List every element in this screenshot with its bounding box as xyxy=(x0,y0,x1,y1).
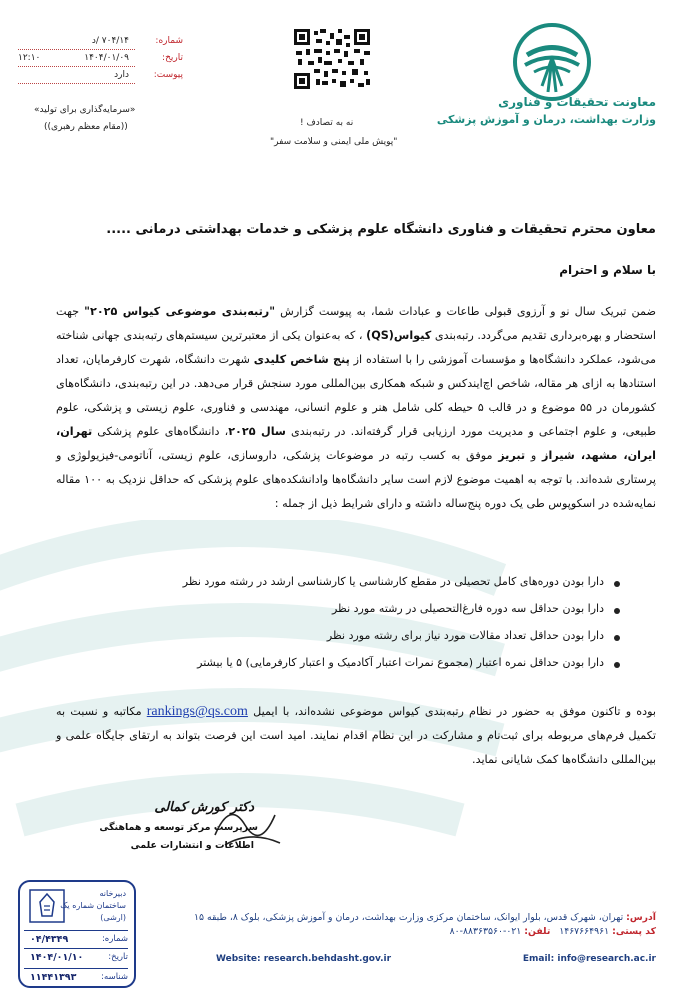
list-item: دارا بودن حداقل سه دوره فارغ‌التحصیلی در رشته مورد نظر xyxy=(80,602,620,629)
campaign-motto-title: نه به تصادف ! xyxy=(300,118,354,128)
dotted-line xyxy=(18,66,135,67)
dotted-line xyxy=(18,83,135,84)
ministry-name: وزارت بهداشت، درمان و آموزش پزشکی xyxy=(436,113,656,126)
date-label: تاریخ: xyxy=(162,53,183,63)
meta-attachment-row xyxy=(18,70,183,87)
signatory-department: اطلاعات و انتشارات علمی xyxy=(130,840,254,851)
stamp-date: ۱۴۰۴/۰۱/۱۰ xyxy=(30,952,84,963)
campaign-motto: "پویش ملی ایمنی و سلامت سفر" xyxy=(270,137,398,147)
ministry-logo-icon xyxy=(512,22,592,102)
qr-code-icon xyxy=(292,27,372,91)
body-paragraph-1: ضمن تبریک سال نو و آرزوی قبولی طاعات و عبادات شما، به پیوست گزارش "رتبه‌بندی موضوعی کیواس ۲۰۲۵" جهت استحضار و بهره‌برداری تقدیم می‌گردد. رتبه‌بندی کیواس(QS) ، که به‌عنوان یکی از معتبرترین سیستم‌های رتبه‌بندی جهانی شناخته می‌شود، عملکرد دانشگاه‌ها و مؤسسات آموزشی را با استفاده از پنج شاخص کلیدی شهرت دانشگاه، شهرت کارفرمایان، تعداد استنادها به ازای هر مقاله، شاخص اچ‌ایندکس و شبکه همکاری بین‌المللی مورد سنجش قرار می‌دهد. در این رتبه‌بندی، دانشگاه‌های کشورمان در ۵۵ موضوع و در قالب ۵ حیطه کلی شامل هنر و علوم انسانی، مهندسی و فناوری، علوم زیستی و پزشکی، علوم طبیعی، و علوم اجتماعی و مدیریت مورد ارزیابی قرار گرفته‌اند. در رتبه‌بندی سال ۲۰۲۵، دانشگاه‌های علوم پزشکی تهران، ایران، مشهد، شیراز و تبریز موفق به کسب رتبه در موضوعات پزشکی، داروسازی، علوم زیستی، آناتومی-فیزیولوژی و پرستاری شده‌اند. با توجه به اهمیت موضوع لازم است سایر دانشگاه‌ها وادانشکده‌های علوم پزشکی که حداقل نزدیک به ۱۰۰ مقاله نمایه‌شده در اسکوپوس طی یک دوره پنج‌ساله داشته و دارای شرایط ذیل از جمله : xyxy=(55,305,656,510)
body-paragraph-2: بوده و تاکنون موفق به حضور در نظام رتبه‌بندی کیواس موضوعی نشده‌اند، با ایمیل rankings@qs.com مکاتبه و نسبت به تکمیل فرم‌های مربوطه برای ثبت‌نام و مشارکت در این نظام اقدام نمایند. امید است این فرصت بتواند به ارتقای جایگاه علمی و بین‌المللی دانشگاه‌ها کمک شایانی نماید. xyxy=(56,704,657,766)
number-label: شماره: xyxy=(155,36,183,46)
list-item: دارا بودن حداقل تعداد مقالات مورد نیاز برای رشته مورد نظر xyxy=(80,629,620,656)
dotted-line xyxy=(18,49,135,50)
meta-date-row xyxy=(18,53,183,70)
stamp-building: ساختمان شماره یک xyxy=(60,901,126,910)
list-item: دارا بودن دوره‌های کامل تحصیلی در مقطع کارشناسی یا کارشناسی ارشد در رشته مورد نظر xyxy=(80,575,620,602)
signatory-name: دکتر کورش کمالی xyxy=(154,800,254,815)
letter-time: ۱۲:۱۰ xyxy=(18,53,41,63)
footer-website-link[interactable]: Website: research.behdasht.gov.ir xyxy=(216,954,392,964)
meta-number-row xyxy=(18,36,183,53)
footer xyxy=(194,912,656,964)
org-name: معاونت تحقیقات و فناوری xyxy=(498,95,656,109)
receipt-stamp xyxy=(18,880,136,988)
footer-web-row xyxy=(216,954,656,964)
list-item: دارا بودن حداقل نمره اعتبار (مجموع نمرات اعتبار آکادمیک و اعتبار کارفرمایی) ۵ یا بیشتر xyxy=(80,656,620,683)
stamp-number: ۰۴/۴۳۴۹ xyxy=(30,934,69,945)
requirements-list xyxy=(80,575,620,683)
attachment-value: دارد xyxy=(114,70,129,80)
slogan-attribution: ((مقام معظم رهبری)) xyxy=(44,122,128,132)
stamp-id-row: شناسه: ۱۱۴۴۱۳۹۳ xyxy=(24,968,128,984)
addressee: معاون محترم تحقیقات و فناوری دانشگاه علوم پزشکی و خدمات بهداشتی درمانی ..... xyxy=(106,222,656,237)
letter-meta xyxy=(18,36,183,87)
salutation: با سلام و احترام xyxy=(559,263,656,277)
stamp-date-row: تاریخ: ۱۴۰۴/۰۱/۱۰ xyxy=(24,948,128,964)
signatory-title: سرپرست مرکز توسعه و هماهنگی xyxy=(99,822,258,833)
stamp-heading: دبیرخانه xyxy=(99,889,126,898)
stamp-archive: (ارشی) xyxy=(100,913,126,922)
qs-email-link[interactable]: rankings@qs.com xyxy=(146,704,248,719)
footer-email-link[interactable]: Email: info@research.ac.ir xyxy=(522,954,656,964)
attachment-label: پیوست: xyxy=(153,70,183,80)
footer-contact: کد پستی: ۱۴۶۷۶۶۴۹۶۱ تلفن: ۰۲۱-۸۸۳۶۳۵۶۰-۸۰ xyxy=(449,926,656,937)
year-slogan: «سرمایه‌گذاری برای تولید» xyxy=(34,105,136,115)
letter-number: ۷۰۴/۱۴ /د xyxy=(91,36,129,46)
stamp-number-row: شماره: ۰۴/۴۳۴۹ xyxy=(24,930,128,946)
letter-date: ۱۴۰۴/۰۱/۰۹ xyxy=(84,53,129,63)
stamp-id: ۱۱۴۴۱۳۹۳ xyxy=(30,972,77,983)
footer-address: آدرس: تهران، شهرک قدس، بلوار ایوانک، ساختمان مرکزی وزارت بهداشت، درمان و آموزش پزشکی، بلوک ۸، طبقه ۱۵ xyxy=(194,912,656,923)
